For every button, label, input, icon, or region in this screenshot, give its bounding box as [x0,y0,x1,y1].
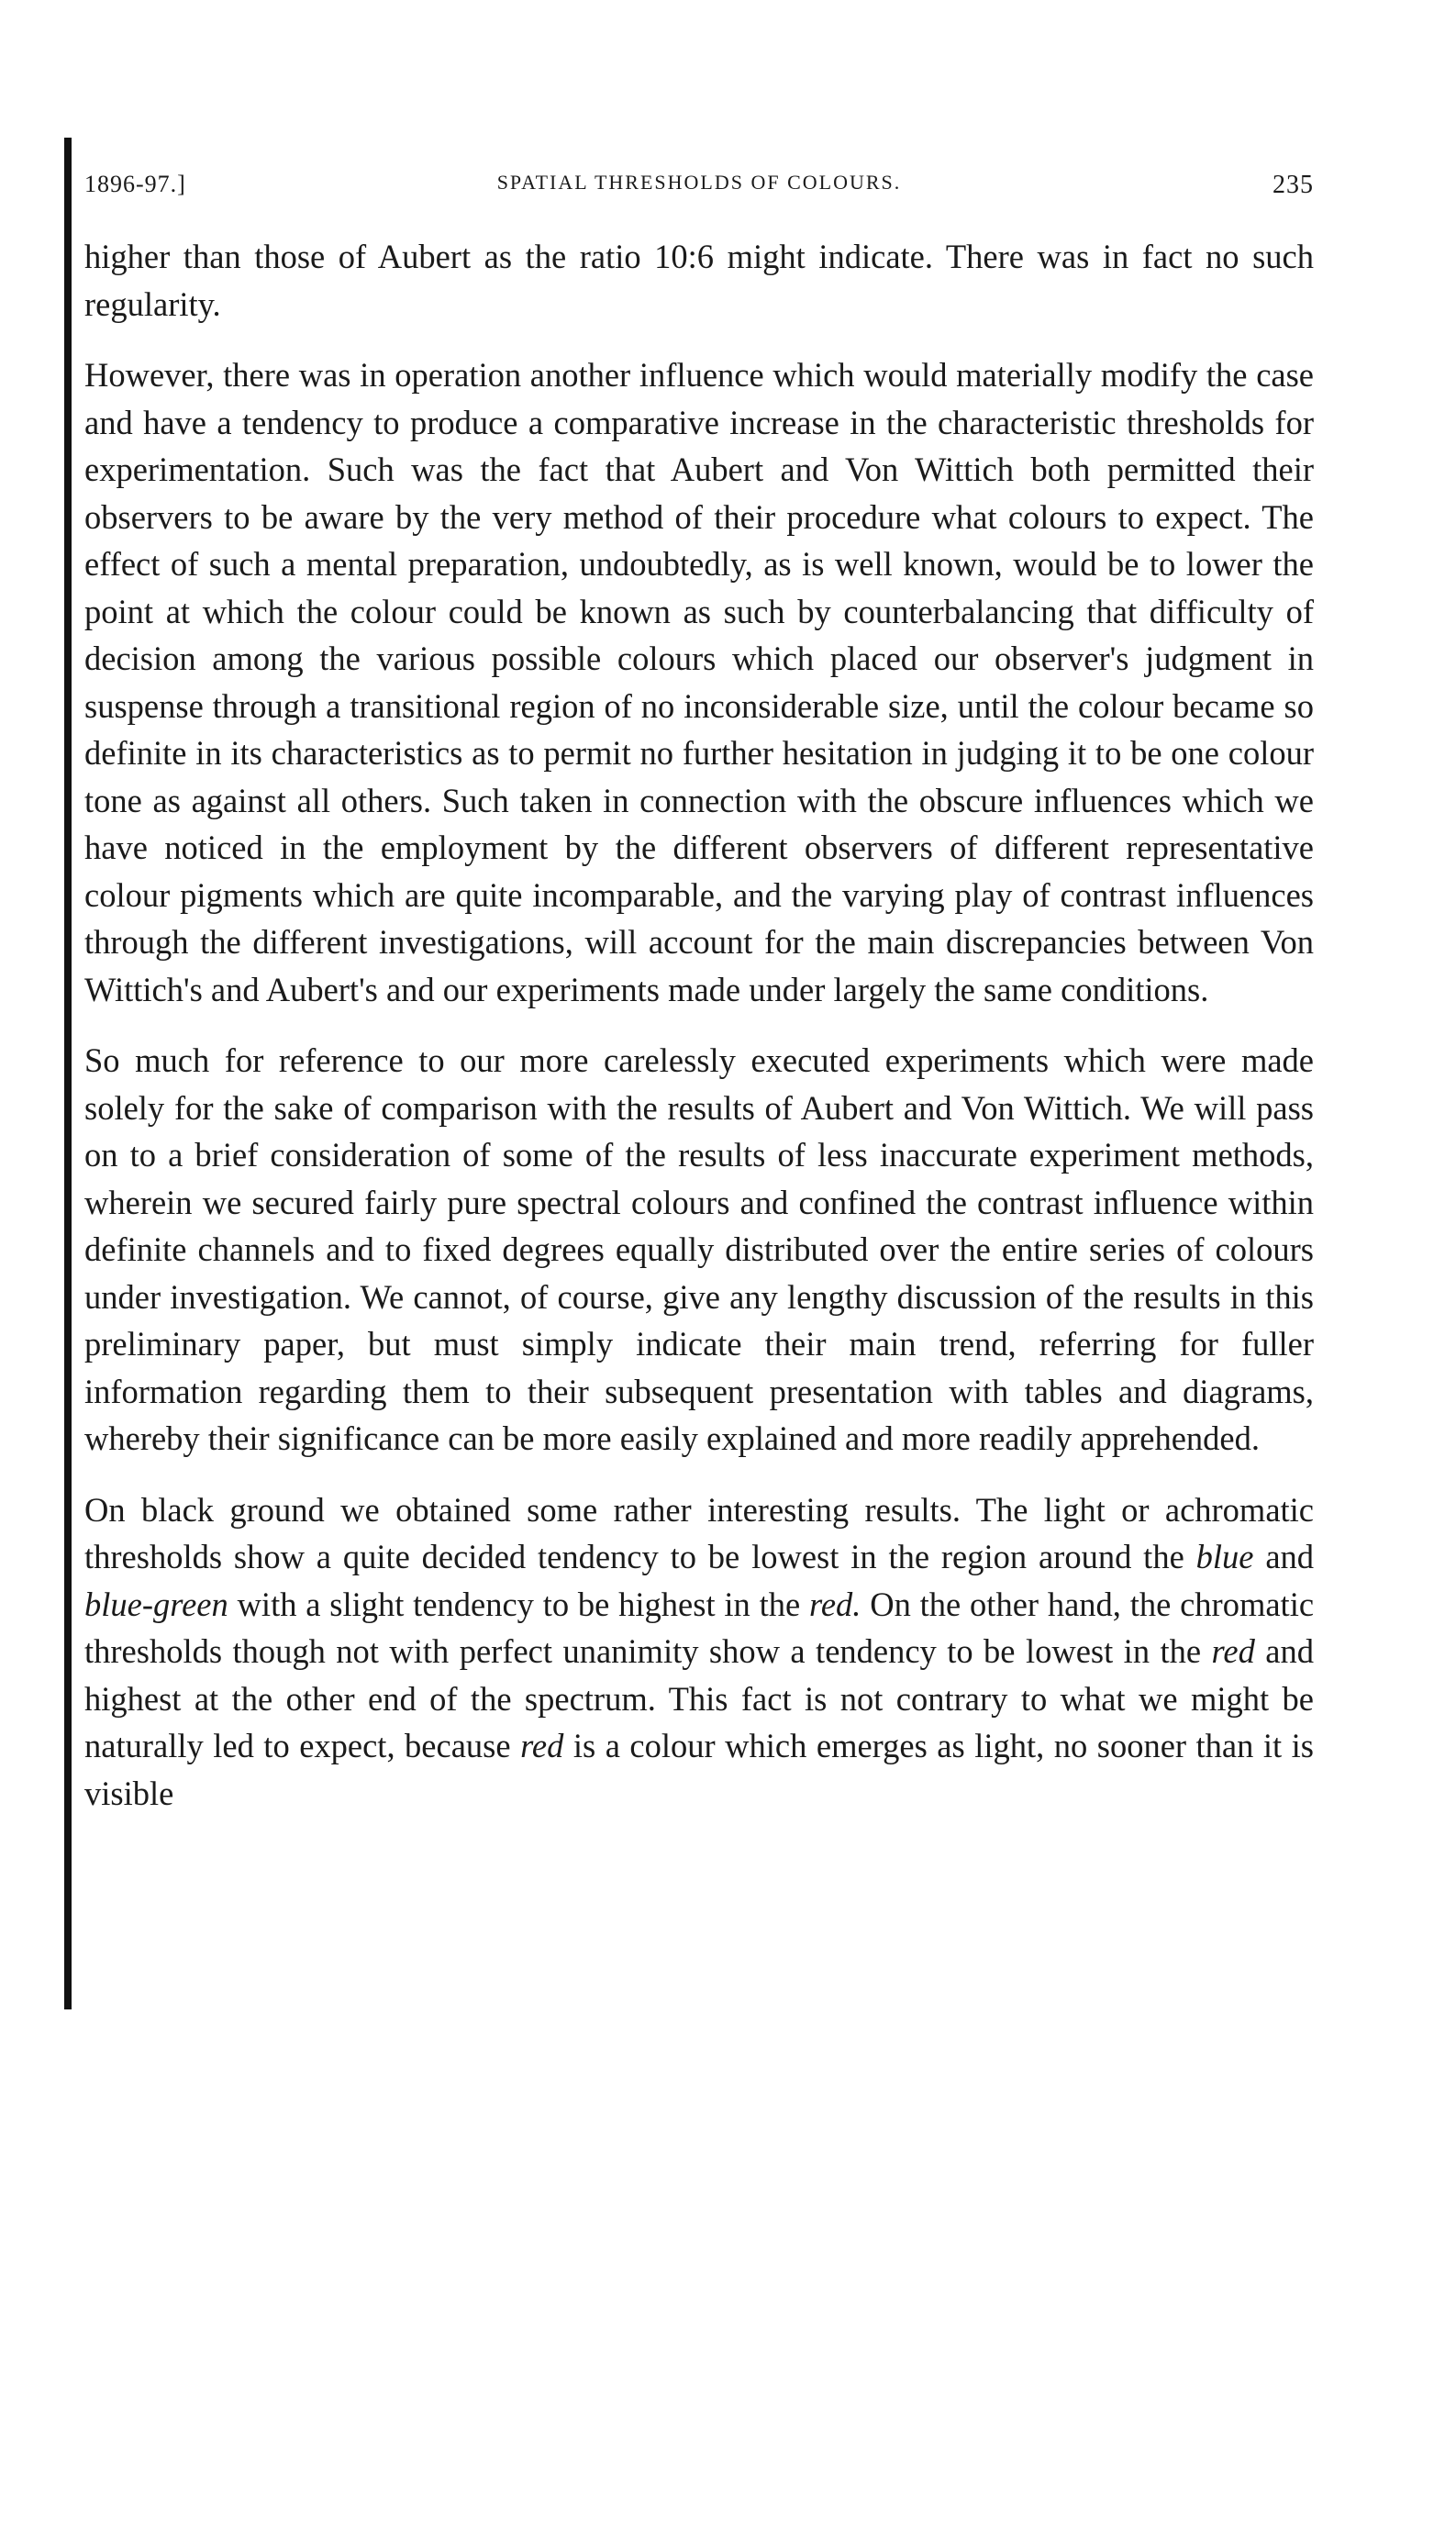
page-binding-edge [64,138,72,2009]
paragraph-4-italic-blue-green: blue-green [84,1585,228,1623]
paragraph-4-text-4: On the other hand, the chromatic thresholds though not with perfect unanimity show a tendency to be lowest in the [84,1585,1315,1670]
paragraph-4 [84,1486,1314,1818]
running-head [84,163,1314,209]
paragraph-4-italic-red-1: red. [809,1585,861,1623]
page-number: 235 [1273,171,1314,199]
paragraph-4-text-1: On black ground we obtained some rather interesting results. The light or achromatic thresholds show a quite decided tendency to be lowest in the region around the [84,1490,1314,1575]
header-title: SPATIAL THRESHOLDS OF COLOURS. [496,171,902,194]
paragraph-4-text-3: with a slight tendency to be highest in the [237,1585,801,1623]
paragraph-4-text-2: and [1265,1538,1315,1575]
paragraph-4-italic-blue: blue [1195,1538,1254,1575]
paragraph-4-italic-red-3: red [520,1727,564,1764]
body-text [84,233,1314,1817]
paragraph-1: higher than those of Aubert as the ratio 10:6 might indicate. There was in fact no such regularity. [84,238,1314,323]
paragraph-4-text-6: is a colour which emerges as light, no sooner than it is visible [84,1727,1315,1812]
paragraph-2: However, there was in operation another influence which would materially modify the case and have a tendency to produce a comparative increase in the characteristic thresholds for experimentation. Such was the fact that Aubert and Von Wittich both permitted their observers to be aware by the very method of their procedure what colours to expect. The effect of such a mental preparation, undoubtedly, as is well known, would be to lower the point at which the colour could be known as such by counterbalancing that difficulty of decision among the various possible colours which placed our observer's judgment in suspense through a transitional region of no inconsiderable size, until the colour became so definite in its characteristics as to permit no further hesitation in judging it to be one colour tone as against all others. Such taken in connection with the obscure influences which we have noticed in the employment by the different observers of different representative colour pigments which are quite incomparable, and the varying play of contrast influences through the different investigations, will account for the main discrepancies between Von Wittich's and Aubert's and our experiments made under largely the same conditions. [84,356,1314,1008]
paragraph-4-italic-red-2: red [1211,1632,1255,1670]
paragraph-3: So much for reference to our more carelessly executed experiments which were made solely for the sake of comparison with the results of Aubert and Von Wittich. We will pass on to a brief consideration of some of the results of less inaccurate experiment methods, wherein we secured fairly pure spectral colours and confined the contrast influence within definite channels and to fixed degrees equally distributed over the entire series of colours under investigation. We cannot, of course, give any lengthy discussion of the results in this preliminary paper, but must simply indicate their main trend, referring for fuller information regarding them to their subsequent presentation with tables and diagrams, whereby their significance can be more easily explained and more readily apprehended. [84,1041,1314,1457]
paragraph-4-text-5: and highest at the other end of the spectrum. This fact is not contrary to what we might be naturally led to expect, because [84,1632,1314,1764]
header-year: 1896-97.] [84,171,186,197]
